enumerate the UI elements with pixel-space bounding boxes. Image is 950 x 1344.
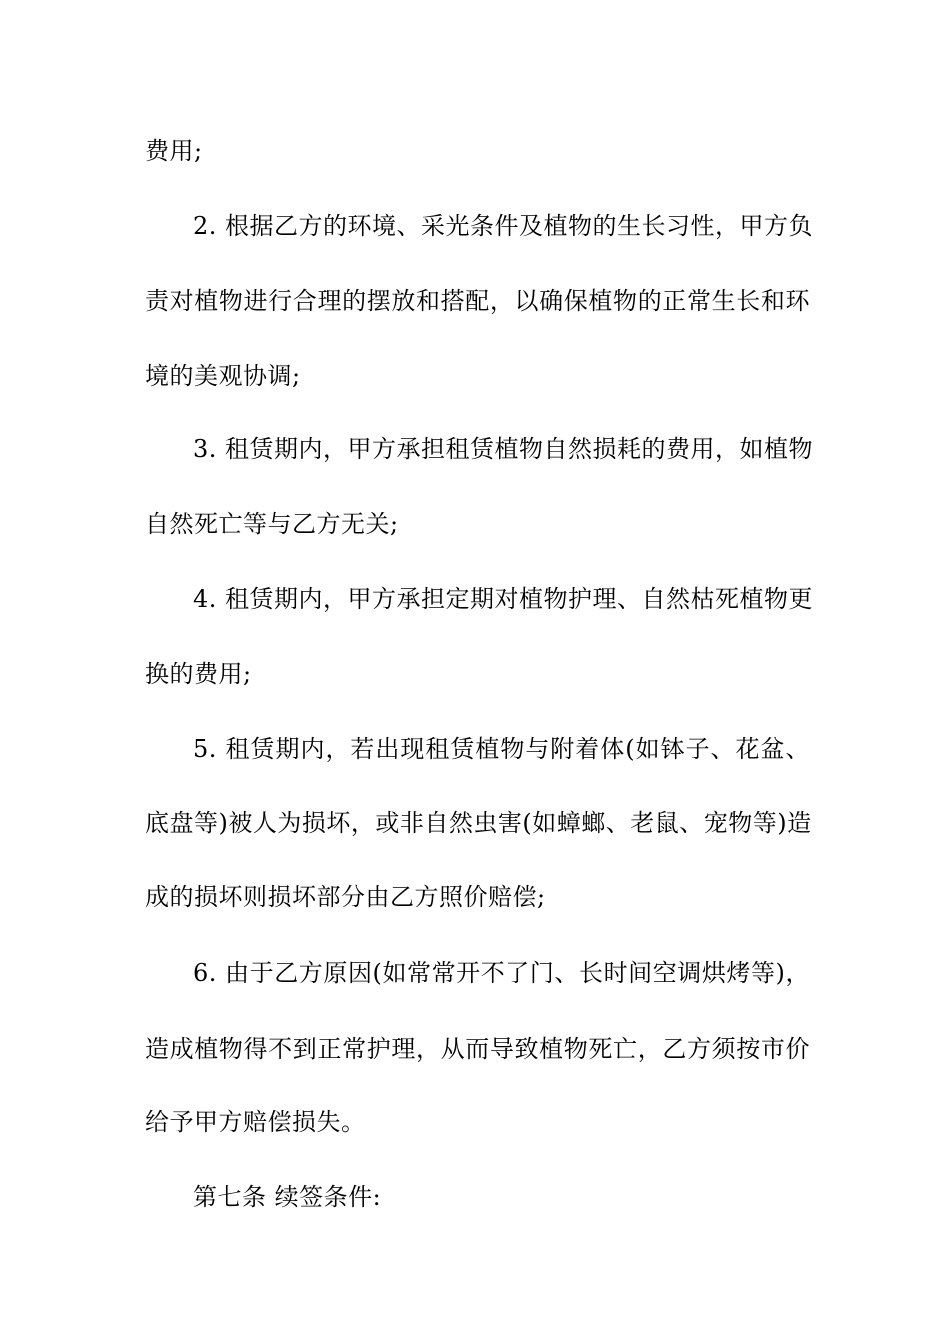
text-line: 费用;	[145, 137, 203, 165]
text-line: 自然死亡等与乙方无关;	[145, 510, 399, 538]
text-line: 底盘等)被人为损坏，或非自然虫害(如蟑螂、老鼠、宠物等)造	[145, 809, 812, 837]
text-line: 境的美观协调;	[145, 362, 301, 390]
text-line: 造成植物得不到正常护理，从而导致植物死亡，乙方须按市价	[145, 1035, 810, 1063]
clause-6-line: 6. 由于乙方原因(如常常开不了门、长时间空调烘烤等)，	[193, 959, 810, 987]
clause-4-line: 4. 租赁期内，甲方承担定期对植物护理、自然枯死植物更	[193, 585, 814, 613]
article-7-heading: 第七条 续签条件:	[193, 1183, 382, 1211]
clause-5-line: 5. 租赁期内，若出现租赁植物与附着体(如钵子、花盆、	[193, 735, 810, 763]
text-line: 责对植物进行合理的摆放和搭配，以确保植物的正常生长和环	[145, 287, 810, 315]
clause-3-line: 3. 租赁期内，甲方承担租赁植物自然损耗的费用，如植物	[193, 435, 814, 463]
text-line: 成的损坏则损坏部分由乙方照价赔偿;	[145, 883, 546, 911]
text-line: 给予甲方赔偿损失。	[145, 1108, 366, 1136]
clause-2-line: 2. 根据乙方的环境、采光条件及植物的生长习性，甲方负	[193, 212, 814, 240]
text-line: 换的费用;	[145, 660, 252, 688]
